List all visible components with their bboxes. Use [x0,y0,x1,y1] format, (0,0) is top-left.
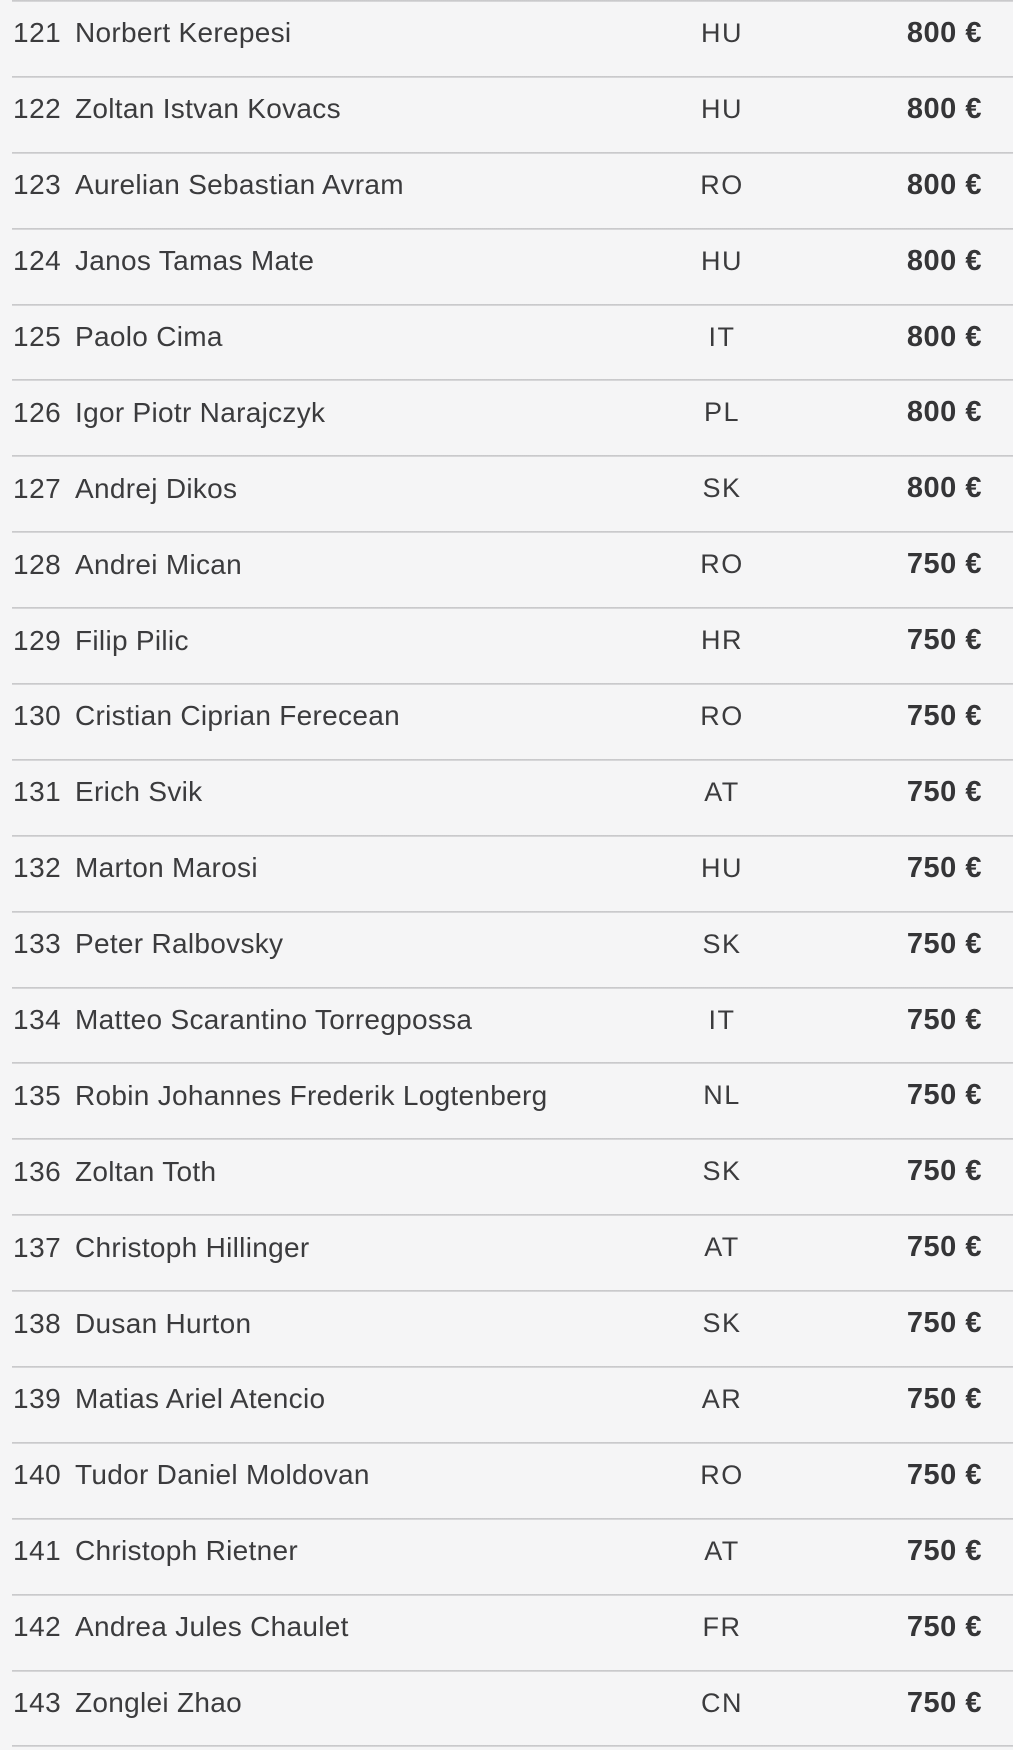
prize-amount-cell: 750 € [906,1686,982,1719]
prize-amount-cell: 750 € [906,775,982,808]
player-name-cell: Andrei Mican [75,548,243,580]
prize-amount-cell: 800 € [906,92,982,125]
rank-cell: 128 [13,548,62,580]
prize-amount-cell: 750 € [906,548,982,581]
table-row [0,759,1013,835]
rank-cell: 124 [13,245,62,277]
prize-amount-cell: 800 € [906,472,982,505]
table-row [0,455,1013,531]
player-name-cell: Dusan Hurton [75,1307,252,1339]
player-name-cell: Christoph Hillinger [75,1231,310,1263]
country-code-cell: AR [701,1383,743,1414]
rank-cell: 121 [13,17,62,49]
country-code-cell: AT [704,1232,740,1263]
table-row [0,1290,1013,1366]
rank-cell: 134 [13,1004,62,1036]
rank-cell: 131 [13,776,62,808]
prize-amount-cell: 750 € [906,1079,982,1112]
country-code-cell: IT [708,1004,736,1035]
table-row [0,228,1013,304]
player-name-cell: Christoph Rietner [75,1535,298,1567]
player-name-cell: Norbert Kerepesi [75,17,292,49]
prize-amount-cell: 750 € [906,1382,982,1415]
table-row [0,379,1013,455]
prize-amount-cell: 750 € [906,927,982,960]
table-row [0,1518,1013,1594]
table-row [0,1062,1013,1138]
country-code-cell: HU [701,17,743,48]
country-code-cell: HU [701,852,743,883]
rank-cell: 143 [13,1687,62,1719]
rank-cell: 123 [13,169,62,201]
player-name-cell: Andrej Dikos [75,472,238,504]
player-name-cell: Matias Ariel Atencio [75,1383,326,1415]
prize-amount-cell: 750 € [906,1003,982,1036]
table-row [0,0,1013,76]
country-code-cell: AT [704,776,740,807]
player-name-cell: Marton Marosi [75,852,258,884]
country-code-cell: RO [700,549,744,580]
player-name-cell: Aurelian Sebastian Avram [75,169,404,201]
country-code-cell: AT [704,1535,740,1566]
table-row [0,531,1013,607]
rank-cell: 139 [13,1383,62,1415]
player-name-cell: Erich Svik [75,776,203,808]
table-row [0,911,1013,987]
rank-cell: 138 [13,1307,62,1339]
rank-cell: 141 [13,1535,62,1567]
player-name-cell: Matteo Scarantino Torregpossa [75,1004,473,1036]
country-code-cell: FR [702,1611,742,1642]
country-code-cell: NL [703,1080,741,1111]
player-name-cell: Andrea Jules Chaulet [75,1611,349,1643]
table-row [0,76,1013,152]
prize-amount-cell: 750 € [906,1307,982,1340]
player-name-cell: Igor Piotr Narajczyk [75,396,326,428]
table-row [0,607,1013,683]
rank-cell: 140 [13,1459,62,1491]
prize-amount-cell: 750 € [906,699,982,732]
player-name-cell: Peter Ralbovsky [75,928,284,960]
table-row [0,1366,1013,1442]
rank-cell: 135 [13,1079,62,1111]
player-name-cell: Zoltan Istvan Kovacs [75,93,341,125]
rank-cell: 133 [13,928,62,960]
table-row [0,1670,1013,1746]
rank-cell: 127 [13,472,62,504]
country-code-cell: SK [702,1308,742,1339]
rank-cell: 130 [13,700,62,732]
player-name-cell: Zoltan Toth [75,1155,217,1187]
country-code-cell: RO [700,169,744,200]
country-code-cell: RO [700,700,744,731]
table-row [0,304,1013,380]
rank-cell: 137 [13,1231,62,1263]
player-name-cell: Robin Johannes Frederik Logtenberg [75,1079,548,1111]
player-name-cell: Paolo Cima [75,321,223,352]
prize-amount-cell: 800 € [906,244,982,277]
table-row [0,1214,1013,1290]
country-code-cell: IT [708,321,736,352]
prize-amount-cell: 800 € [906,396,982,429]
country-code-cell: HU [701,245,743,276]
player-name-cell: Zonglei Zhao [75,1687,243,1719]
rank-cell: 136 [13,1155,62,1187]
prize-amount-cell: 800 € [906,320,982,353]
player-name-cell: Cristian Ciprian Ferecean [75,700,400,732]
player-name-cell: Janos Tamas Mate [75,245,315,277]
country-code-cell: SK [702,473,742,504]
country-code-cell: CN [701,1687,743,1718]
country-code-cell: PL [703,397,741,428]
prize-amount-cell: 750 € [906,1458,982,1491]
table-row [0,1442,1013,1518]
country-code-cell: SK [702,1156,742,1187]
rank-cell: 132 [13,852,62,884]
rank-cell: 125 [13,321,62,352]
table-row [0,1138,1013,1214]
prize-amount-cell: 800 € [906,168,982,201]
rank-cell: 142 [13,1611,62,1643]
prize-amount-cell: 800 € [906,16,982,49]
table-row [0,152,1013,228]
prize-amount-cell: 750 € [906,1534,982,1567]
country-code-cell: HU [701,93,743,124]
rank-cell: 129 [13,624,62,656]
prize-amount-cell: 750 € [906,1610,982,1643]
rank-cell: 122 [13,93,62,125]
country-code-cell: RO [700,1459,744,1490]
prize-amount-cell: 750 € [906,1155,982,1188]
prize-amount-cell: 750 € [906,1231,982,1264]
prize-amount-cell: 750 € [906,624,982,657]
prize-amount-cell: 750 € [906,851,982,884]
table-row [0,987,1013,1063]
country-code-cell: SK [702,928,742,959]
player-name-cell: Filip Pilic [75,624,189,656]
rank-cell: 126 [13,396,62,428]
country-code-cell: HR [701,625,743,656]
table-row [0,835,1013,911]
table-row [0,683,1013,759]
table-row [0,1594,1013,1670]
player-name-cell: Tudor Daniel Moldovan [75,1459,370,1491]
